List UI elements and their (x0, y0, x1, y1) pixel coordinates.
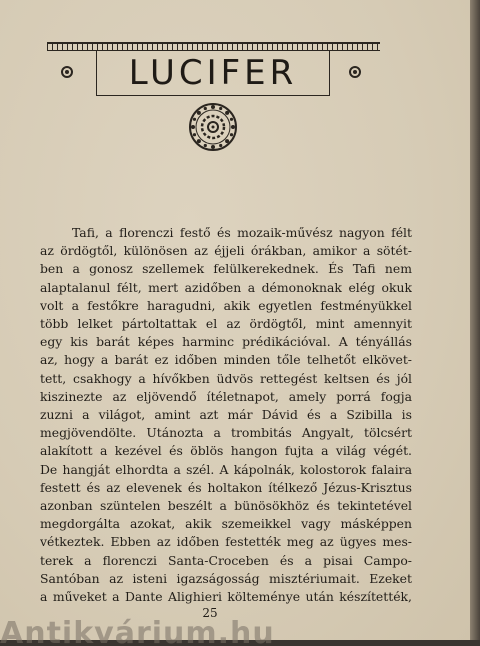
rosette-ornament-icon (188, 102, 238, 152)
text-line: Tafi, a florenczi festő és mozaik-művész nagyon félt (72, 225, 412, 240)
page-number: 25 (202, 606, 218, 620)
text-line: több lelket pártoltattak el az ördögtől, mint amennyit (40, 316, 412, 332)
page-edge-shadow (470, 0, 480, 640)
text-line: tett, csakhogy a hívőkben üdvös rettegést keltsen és jól (40, 370, 412, 386)
text-line: az ördögtől, különösen az éjjeli órákban, amikor a sötét- (40, 243, 412, 259)
text-line: zuzni a világot, amint azt már Dávid és a Szibilla is (40, 407, 412, 423)
chapter-title: LUCIFER (128, 53, 298, 93)
chapter-header (47, 50, 380, 98)
text-line: ben a gonosz szellemek felülkerekednek. És Tafi nem (40, 261, 412, 277)
title-frame (96, 50, 330, 96)
text-line: kiszinezte az eljövendő ítéletnapot, amely porrá fogja (40, 388, 412, 404)
text-line: De hangját elhordta a szél. A kápolnák, kolostorok falaira (40, 461, 412, 477)
text-line: Santóban az isteni igazságosság misztériumait. Ezeket (40, 570, 412, 586)
text-line: megjövendölte. Utánozta a trombitás Angyalt, tölcsért (40, 425, 412, 441)
text-line: az, hogy a barát ez időben minden tőle telhetőt elkövet- (40, 352, 412, 368)
text-line: alaptalanul félt, mert azidőben a démonoknak elég okuk (40, 279, 412, 295)
body-text (40, 224, 412, 606)
text-line: egy kis barát képes harminc prédikációval. A tényállás (40, 334, 412, 350)
text-line: alakított a kezével és öblös hangon fujta a világ végét. (40, 443, 412, 459)
text-line: volt a festőkre haragudni, akik egyetlen festményükkel (40, 297, 412, 313)
text-line: azonban szüntelen beszélt a bünösökhöz és tekintetével (40, 498, 412, 514)
right-ring-ornament (349, 66, 361, 78)
left-ring-ornament (61, 66, 73, 78)
text-line: terek a florenczi Santa-Croceben és a pisai Campo- (40, 552, 412, 568)
watermark: Antikvárium.hu (0, 616, 275, 646)
text-line: vétkeztek. Ebben az időben festették meg az ügyes mes- (40, 534, 412, 550)
text-line: megdorgálta azokat, akik szemeikkel vagy másképpen (40, 516, 412, 532)
text-line: a műveket a Dante Alighieri költeménye után készítették, (40, 589, 412, 605)
text-line: festett és az elevenek és holtakon ítélkező Jézus-Krisztus (40, 479, 412, 495)
